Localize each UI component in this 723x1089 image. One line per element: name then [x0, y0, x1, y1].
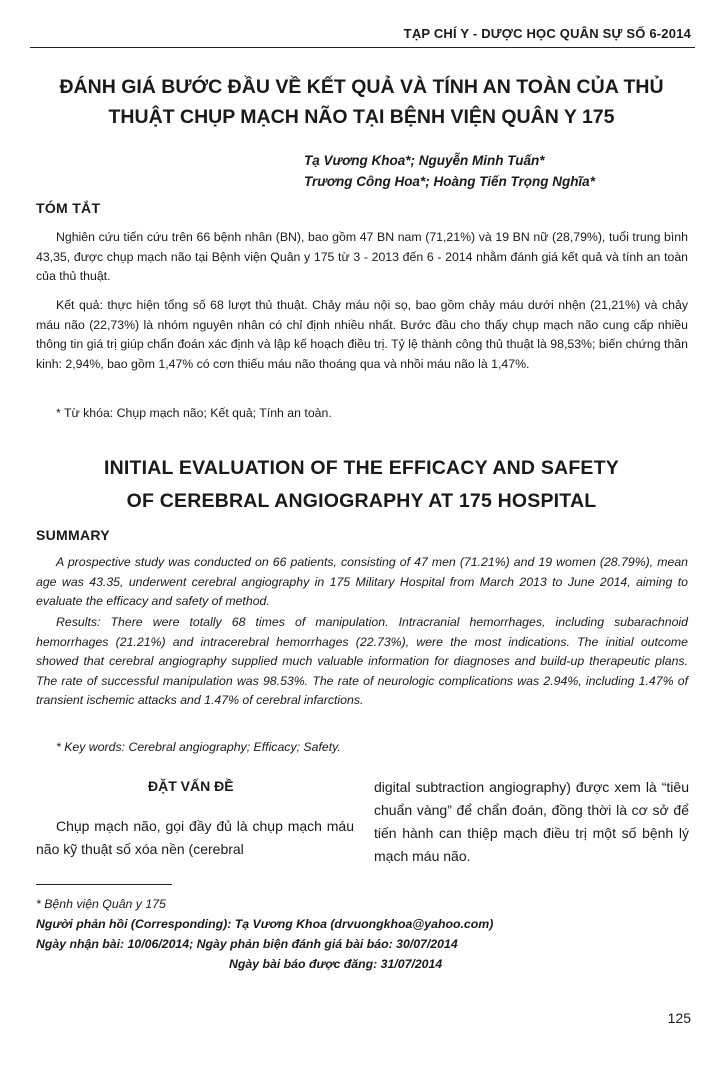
- footnote-affiliation: * Bệnh viện Quân y 175: [36, 897, 166, 911]
- english-title: [40, 452, 683, 518]
- running-head: TẠP CHÍ Y - DƯỢC HỌC QUÂN SỰ SỐ 6-2014: [403, 26, 691, 41]
- english-title-line-1: INITIAL EVALUATION OF THE EFFICACY AND SAFETY: [104, 457, 619, 479]
- vietnamese-title: ĐÁNH GIÁ BƯỚC ĐẦU VỀ KẾT QUẢ VÀ TÍNH AN TOÀN CỦA THỦ THUẬT CHỤP MẠCH NÃO TẠI BỆNH VIỆN QUÂN Y 175: [59, 76, 664, 128]
- tom-tat-keywords: * Từ khóa: Chụp mạch não; Kết quả; Tính an toàn.: [56, 406, 332, 420]
- page-number: 125: [667, 1010, 691, 1026]
- footnote-corresponding: Người phản hồi (Corresponding): Tạ Vương Khoa (drvuongkhoa@yahoo.com): [36, 917, 494, 931]
- authors: [304, 150, 595, 192]
- footnotes: [36, 894, 676, 974]
- introduction-left-column: Chụp mạch não, gọi đầy đủ là chụp mạch máu não kỹ thuật số xóa nền (cerebral: [36, 818, 354, 857]
- tom-tat-paragraph-1: Nghiên cứu tiến cứu trên 66 bệnh nhân (BN), bao gồm 47 BN nam (71,21%) và 19 BN nữ (28,79%), tuổi trung bình 43,35, được chụp mạch não tại Bệnh viện Quân y 175 từ 3 - 2013 đến 6 - 2014 nhằm đánh giá kết quả và tính an toàn của thủ thuật.: [36, 230, 688, 284]
- tom-tat-paragraph-2: Kết quả: thực hiện tổng số 68 lượt thủ thuật. Chảy máu nội sọ, bao gồm chảy máu dưới nhện (21,21%) và chảy máu não (22,73%) là nhóm nguyên nhân có chỉ định nhiều nhất. Bước đầu cho thấy chụp mạch não cung cấp nhiều thông tin giá trị giúp chẩn đoán xác định và lập kế hoạch điều trị. Tỷ lệ thành công thủ thuật là 98,53%; biến chứng thần kinh: 2,94%, bao gồm 1,47% có cơn thiếu máu não thoáng qua và nhồi máu não là 1,47%.: [36, 298, 688, 371]
- footnote-dates: Ngày nhận bài: 10/06/2014; Ngày phản biện đánh giá bài báo: 30/07/2014: [36, 937, 458, 951]
- english-title-line-2: OF CEREBRAL ANGIOGRAPHY AT 175 HOSPITAL: [126, 490, 597, 512]
- introduction-right-column: digital subtraction angiography) được xem là “tiêu chuẩn vàng” để chẩn đoán, đồng thời là cơ sở để tiến hành can thiệp mạch điều trị một số bệnh lý mạch máu não.: [374, 779, 689, 864]
- summary-keywords: * Key words: Cerebral angiography; Efficacy; Safety.: [56, 740, 341, 754]
- tom-tat-heading: TÓM TẮT: [36, 200, 101, 216]
- authors-line-1: Tạ Vương Khoa*; Nguyễn Minh Tuấn*: [304, 153, 545, 168]
- summary-paragraph-1: A prospective study was conducted on 66 patients, consisting of 47 men (71.21%) and 19 women (28.79%), mean age was 43.35, underwent cerebral angiography in 175 Military Hospital from March 2013 to June 2014, aiming to evaluate the efficacy and safety of method.: [36, 555, 688, 609]
- footnote-published: Ngày bài báo được đăng: 31/07/2014: [229, 957, 443, 971]
- summary-paragraph-2: Results: There were totally 68 times of manipulation. Intracranial hemorrhages, including subarachnoid hemorrhages (21.21%) and intracerebral hemorrhages (22.73%), were the most indications. The initial outcome showed that cerebral angiography supplied much valuable information for diagnoses and build-up therapeutic plans. The rate of successful manipulation was 98.53%. The rate of neurologic complications was 2.94%, including 1.47% of transient ischemic attacks and 1.47% of cerebral infarctions.: [36, 615, 688, 708]
- summary-heading: SUMMARY: [36, 527, 110, 543]
- footnote-rule: [36, 884, 172, 885]
- introduction-heading: ĐẶT VẤN ĐỀ: [148, 778, 234, 794]
- authors-line-2: Trương Công Hoa*; Hoàng Tiến Trọng Nghĩa*: [304, 174, 595, 189]
- header-rule: [30, 47, 695, 48]
